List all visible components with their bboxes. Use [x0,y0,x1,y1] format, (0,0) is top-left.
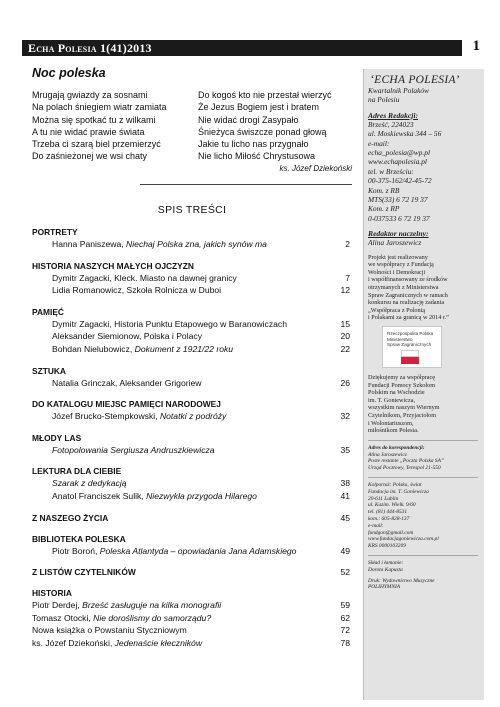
distribution-line: 20-611 Lublin [368,495,399,502]
toc-heading-text: DO KATALOGU MIEJSC PAMIĘCI NARODOWEJ [32,399,221,410]
editorial-address-line: Kom. z RP [368,204,400,214]
toc-entry [32,318,352,331]
toc-heading-text: LEKTURA DLA CIEBIE [32,466,122,477]
toc-page-number: 2 [345,239,350,249]
toc-title: SPIS TREŚCI [157,204,227,216]
toc-section [32,260,352,297]
toc-entry-author: Bohdan Nielubowicz, [52,343,135,354]
distribution-line: kom.: 605-828-137 [368,515,410,522]
toc-entry-title: Nie doroślismy do samorządu? [93,612,212,623]
masthead-subtitle [368,86,478,105]
project-note-line: konkursu na realizację zadania [368,299,445,307]
distribution-line: Kolportaż: Polska, świat [368,481,422,488]
poem-author: ks. Józef Dziekoński [279,164,352,173]
magazine-issue-title: Echa Polesia 1(41)2013 [28,41,152,55]
toc-page-number: 32 [340,411,350,422]
correspondence-line: Alina Jaroszewicz [368,451,407,458]
toc-heading-text: Z NASZEGO ŻYCIA [32,512,109,523]
poem-title: Noc poleska [32,66,106,80]
correspondence-line: Poste restante „Poczta Polska SA” [368,458,444,465]
toc-entry [32,284,352,297]
toc-entry-author: Piotr Derdej, [32,600,83,611]
poem-line: Nie licho Miłość Chrystusowa [198,151,316,162]
toc-page-number: 45 [340,512,350,523]
toc-section [32,306,352,356]
toc-section-heading [32,398,352,410]
toc-section [32,533,352,558]
toc-entry [32,272,352,285]
poem-line: Do zaśnieżonej we wsi chaty [32,151,148,162]
toc-page-number: 52 [340,567,350,578]
editor-name: Alina Jaroszewicz [368,238,422,248]
correspondence-line: Urząd Pocztowy, Terespol 21-550 [368,465,441,472]
toc-heading-text: PAMIĘĆ [32,306,64,317]
toc-page-number: 35 [340,444,350,455]
toc-section-heading [32,306,352,318]
toc-entry-author: Tomasz Otocki, [32,612,94,623]
editorial-address-line: Brześć, 224023 [368,119,414,129]
editorial-address-heading: Adres Redakcji: [368,110,418,120]
project-funding-note [368,254,478,322]
masthead-subtitle-line: na Polesiu [368,95,400,105]
toc-heading-text: PORTRETY [32,227,78,237]
thanks-note [368,374,478,435]
toc-heading-text: MŁODY LAS [32,432,82,443]
toc-entry-title: Dokument z 1921/22 roku [134,343,234,354]
toc-page-number: 15 [340,318,350,329]
toc-page-number: 7 [345,272,350,283]
correspondence-address [368,452,478,472]
print-line: Druk: Wydawnictwo Muzyczne [368,577,435,584]
toc-page-number: 38 [340,478,350,489]
poem-line: Nie widać drogi Zasypało [198,114,299,125]
toc-heading-text: BIBLIOTEKA POLESKA [32,533,126,544]
poem-body [32,89,352,189]
distribution-line: ul. Kazim. Wielk. 9/60 [368,502,416,509]
logo-text-line: Spraw Zagranicznych [387,342,432,348]
poem-line: Na polach śniegiem wiatr zamiata [32,102,167,113]
toc-section [32,465,352,502]
toc-section [32,587,352,649]
toc-entry-author: ks. Józef Dziekoński, [32,637,115,648]
thanks-line: Dziękujemy za współpracę [368,374,436,382]
toc-entry-title: Poleska Atlantyda – opowiadania Jana Adamskiego [99,545,297,556]
toc-entry [32,637,352,650]
section-divider [140,184,352,185]
project-note-line: Projekt jest realizowany [368,253,428,261]
toc-section-heading [32,512,352,524]
toc-entry-author: Hanna Paniszewa, [52,239,127,249]
editorial-address-line: www.echapolesia.pl [368,157,427,167]
toc-page-number: 59 [340,600,350,611]
toc-entry-author: Aleksander Siemionow, Polska i Polacy [52,331,202,342]
toc-section [32,398,352,423]
distribution-line: fundgon@gmail.com [368,529,414,536]
toc-entry [32,545,352,558]
toc-page-number: 26 [340,377,350,388]
poem-column-right [198,89,358,163]
ministry-logo-text [387,331,433,348]
editorial-address-line: 0-037533 6 72 19 37 [368,213,430,223]
thanks-line: wszystkim naszym Wiernym [368,404,440,412]
page-number: 1 [472,38,480,54]
project-note-line: otrzymanych z Ministerstwa [368,284,439,292]
logo-text-line: Rzeczpospolita Polska [387,331,434,337]
toc-page-number: 78 [340,637,350,648]
thanks-line: Fundacji Pomocy Szkołom [368,381,436,389]
table-of-contents [32,226,352,659]
editorial-address-line: ul. Moskiewska 344 – 56 [368,129,442,139]
toc-section-heading [32,365,352,377]
toc-section [32,365,352,390]
poem-column-left [32,89,197,163]
toc-section-heading [32,533,352,545]
project-note-line: we współpracy z Fundacją [368,261,434,269]
toc-entry [32,330,352,343]
project-note-line: i współfinansowany ze środków [368,276,448,284]
toc-section-heading [32,226,352,238]
toc-entry-author: Anatol Franciszek Sulik, [52,490,147,501]
correspondence-heading: Adres do korespondencji: [368,444,425,451]
poem-line: Do kogoś kto nie przestał wierzyć [198,90,332,100]
toc-section-heading [32,260,352,272]
toc-entry-title: Notatki z podróży [159,411,227,422]
toc-heading-text: Z LISTÓW CZYTELNIKÓW [32,567,136,578]
distribution-line: KRS 0000103209 [368,543,406,550]
poem-block [32,66,352,189]
toc-entry [32,624,352,637]
toc-entry [32,612,352,625]
poem-line: A tu nie widać prawie świata [32,126,145,137]
masthead-sidebar [363,69,484,700]
toc-entry-title: Jedenaście kłeczników [114,637,203,648]
ministry-logo [382,326,442,368]
toc-entry-author: Dymitr Zagacki, Historia Punktu Etapowego w Baranowiczach [52,318,287,329]
toc-entry-title: Niechaj Polska zna, jakich synów ma [126,239,267,249]
distribution-line: e-mail: [368,522,384,529]
project-note-line: Wolności i Demokracji [368,268,426,276]
distribution-line: Fundacja im. T. Goniewicza [368,488,429,495]
toc-section-heading [32,587,352,599]
toc-entry-title: Szarak z dedykacją [52,478,127,489]
distribution-line: tel. (81) 444-8531 [368,509,408,516]
poem-line: Że Jezus Bogiem jest i bratem [198,102,320,113]
toc-page-number: 20 [340,331,350,342]
editorial-address-line: echa_polesia@wp.pl [368,148,431,158]
editorial-address-line: tel. w Brześciu: [368,166,414,176]
toc-section [32,432,352,457]
toc-section-heading [32,566,352,578]
toc-entry [32,238,352,251]
poem-line: Można się spotkać tu z wilkami [32,114,156,125]
typesetting-line: Skład i łamanie: [368,559,404,566]
thanks-line: im. T. Goniewicza, [368,396,416,404]
project-note-line: Spraw Zagranicznych w ramach [368,291,448,299]
typesetting-line: Dorota Kapusta [368,566,403,573]
toc-heading-text: SZTUKA [32,365,66,376]
logo-text-line: Ministerstwo [387,336,413,342]
toc-page-number: 41 [340,490,350,501]
toc-section [32,566,352,578]
toc-entry-author: Józef Brucko-Stempkowski, [52,411,160,422]
toc-entry [32,410,352,423]
distribution-info [368,482,478,550]
editorial-address [368,120,478,223]
toc-entry-author: Natalia Grinczak, Aleksander Grigoriew [52,377,202,388]
toc-entry-title: Brześć zasługuje na kilka monografii [82,600,222,611]
distribution-line: www.fundacjagoniewicza.com.pl [368,536,439,543]
toc-entry-author: Piotr Boroń, [52,545,100,556]
print-line: POLIHYMNIA [368,584,401,591]
toc-entry-author: Nowa książka o Powstaniu Styczniowym [32,625,187,636]
toc-entry [32,477,352,490]
masthead-title: ‘ECHA POLESIA’ [370,74,460,86]
toc-entry [32,377,352,390]
page-header [22,40,484,56]
toc-section-heading [32,432,352,444]
typesetting-credit [368,560,478,574]
editorial-address-line: Kom. z RB [368,185,400,195]
poem-line: Jakie tu licho nas przygnało [198,139,309,150]
toc-section-heading [32,465,352,477]
polish-flag-icon [401,350,419,364]
toc-heading-text: HISTORIA NASZYCH MAŁYCH OJCZYZN [32,260,194,271]
editorial-address-line: MTS(33) 6 72 19 37 [368,195,428,205]
toc-section [32,226,352,251]
toc-entry [32,599,352,612]
thanks-line: Polskim na Wschodzie [368,389,425,397]
toc-entry-title: Fotopolowania Sergiusza Andruszkiewicza [52,444,215,455]
masthead-subtitle-line: Kwartalnik Polaków [368,86,429,95]
toc-page-number: 49 [340,545,350,556]
toc-page-number: 72 [340,625,350,636]
toc-page-number: 12 [340,285,350,296]
toc-section [32,512,352,524]
project-note-line: „Współpraca z Polonią [368,306,426,314]
editor-heading: Redaktor naczelny: [368,229,429,239]
toc-entry-title: Niezwykła przygoda Hilarego [146,490,257,501]
toc-entry-author: Dymitr Zagacki, Kleck. Miasto na dawnej granicy [52,272,237,283]
thanks-line: miłośnikom Polesia. [368,427,419,435]
print-credit [368,578,478,592]
toc-entry [32,343,352,356]
toc-page-number: 62 [340,612,350,623]
toc-page-number: 22 [340,343,350,354]
toc-entry-author: Lidia Romanowicz, Szkoła Rolnicza w Duboi [52,285,222,296]
poem-line: Mrugają gwiazdy za sosnami [32,90,148,100]
editorial-address-line: e-mail: [368,138,390,148]
thanks-line: Czytelnikom, Przyjaciołom [368,412,437,419]
toc-heading-text: HISTORIA [32,588,72,599]
poem-line: Śnieżyca świszcze ponad głową [198,126,327,137]
thanks-line: i Wolontariuszom, [368,419,414,427]
project-note-line: i Polakami za granicą w 2014 r.” [368,314,449,322]
editorial-address-line: 00-375-162/42-45-72 [368,176,432,186]
poem-line: Trzeba ci szarą biel przemierzyć [32,139,161,150]
toc-entry [32,490,352,503]
toc-entry [32,444,352,457]
